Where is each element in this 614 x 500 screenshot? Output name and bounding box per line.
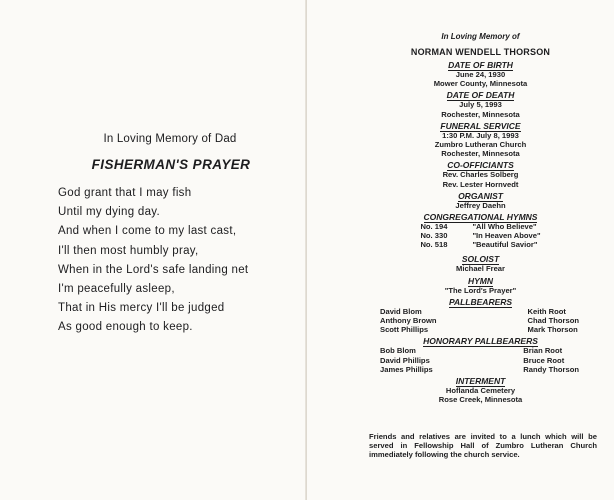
section-heading: CONGREGATIONAL HYMNS [423,212,538,223]
left-page [0,0,306,500]
section-text: Rev. Lester Hornvedt [442,179,519,189]
poem-line: God grant that I may fish [58,187,192,199]
coofficiants-section [373,160,588,188]
section-heading: PALLBEARERS [448,296,513,307]
obituary-details [373,32,588,404]
poem-line: I'll then most humbly pray, [58,244,199,257]
pallbearers-left-column [380,307,437,335]
honorary-right-column [523,346,579,374]
section-heading: CO-OFFICIANTS [447,160,514,171]
honorary-pallbearer-name: Bob Blom [380,346,416,356]
pallbearer-name: Anthony Brown [380,316,437,326]
honorary-left-column [380,346,433,374]
section-text: Rose Creek, Minnesota [438,395,523,405]
hymns-section [373,212,588,252]
honorary-pallbearer-name: Brian Root [523,346,563,356]
section-heading: HYMN [467,275,494,286]
section-text: Rochester, Minnesota [441,149,520,159]
section-heading: FUNERAL SERVICE [440,120,521,131]
pallbearer-name: Mark Thorson [527,325,578,335]
honorary-pallbearer-name: Randy Thorson [523,364,579,374]
honorary-pallbearers-columns [373,346,588,374]
birth-section [373,60,588,88]
hymn-title: "In Heaven Above" [472,231,541,241]
memory-line: In Loving Memory of [441,32,520,41]
honorary-pallbearers-section [373,336,588,374]
section-heading: ORGANIST [458,190,503,201]
section-text: Hoflanda Cemetery [445,386,516,396]
section-text: June 24, 1930 [455,70,506,79]
poem-line: I'm peacefully asleep, [58,283,175,296]
hymn-title: "Beautiful Savior" [472,240,538,250]
hymn-title: "All Who Believe" [472,222,537,232]
pallbearers-section [373,297,588,335]
honorary-pallbearer-name: Bruce Root [523,355,565,365]
prayer-block [58,133,290,338]
honorary-pallbearer-name: James Phillips [380,364,433,374]
hymn-row [420,231,540,240]
pallbearer-name: David Blom [380,306,422,316]
lunch-invitation: Friends and relatives are invited to a lunch which will be served in Fellowship Hall of Zumbro Lutheran Church immediately following the church service. [369,432,597,460]
section-text: Rev. Charles Solberg [442,170,519,180]
section-text: July 5, 1993 [459,100,502,110]
hymn-list [420,222,540,250]
hymn-number: No. 194 [420,222,448,232]
deceased-name: NORMAN WENDELL THORSON [410,47,551,57]
section-heading: HONORARY PALLBEARERS [423,336,538,347]
prayer-title: FISHERMAN'S PRAYER [91,157,251,172]
hymn-number: No. 330 [420,231,448,241]
section-heading: SOLOIST [461,254,500,265]
pallbearer-name: Chad Thorson [527,316,579,326]
funeral-section [373,121,588,159]
memory-of-dad-line: In Loving Memory of Dad [103,133,237,145]
pallbearers-right-column [528,307,579,335]
poem-line: Until my dying day. [58,206,160,219]
hymn-section [373,276,588,295]
honorary-pallbearer-name: David Phillips [380,355,430,365]
section-heading: DATE OF BIRTH [448,60,513,70]
death-section [373,90,588,118]
section-heading: DATE OF DEATH [446,90,515,101]
poem-line: That in His mercy I'll be judged [58,302,225,315]
poem-line: As good enough to keep. [58,321,193,334]
soloist-section [373,254,588,273]
poem [58,184,290,338]
organist-section [373,191,588,210]
hymn-number: No. 518 [420,240,448,250]
section-text: Rochester, Minnesota [441,109,520,119]
hymn-row [420,240,540,249]
section-text: Zumbro Lutheran Church [434,140,527,150]
pallbearer-name: Scott Phillips [380,325,429,335]
poem-line: And when I come to my last cast, [58,225,237,238]
section-text: Mower County, Minnesota [433,79,528,89]
pallbearers-columns [373,307,588,335]
section-text: Jeffrey Daehn [455,200,506,210]
section-text: Michael Frear [456,264,505,274]
section-heading: INTERMENT [455,376,506,387]
section-text: "The Lord's Prayer" [444,285,517,295]
poem-line: When in the Lord's safe landing net [58,263,249,276]
interment-section [373,376,588,404]
right-page [307,0,614,500]
pallbearer-name: Keith Root [527,306,566,316]
section-text: 1:30 P.M. July 8, 1993 [442,130,519,140]
hymn-row [420,222,540,231]
